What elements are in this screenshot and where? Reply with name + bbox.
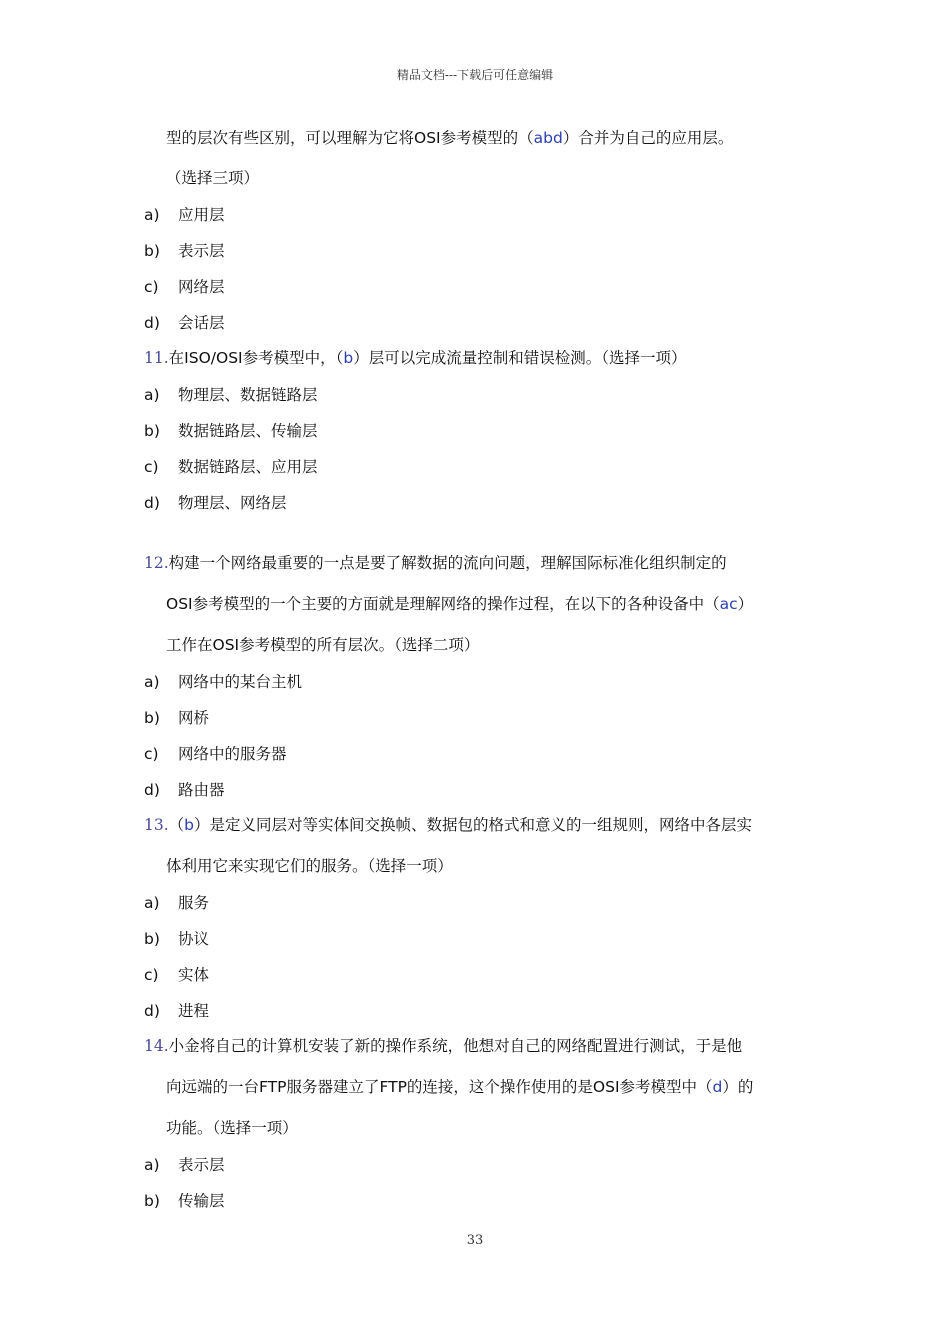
q13-text-post: ）是定义同层对等实体间交换帧、数据包的格式和意义的一组规则，网络中各层实 [194,816,753,834]
option-letter: b) [144,242,160,260]
q13-option-d [144,1001,209,1021]
q10-option-b [144,241,225,261]
q10-answer: abd [533,129,563,147]
option-letter: c) [144,278,159,296]
q12-line3: 工作在OSI参考模型的所有层次。（选择二项） [166,636,480,654]
q12-line1 [144,553,727,573]
option-text: 实体 [178,966,210,984]
q11-text-pre: 在ISO/OSI参考模型中，（ [168,349,344,367]
q13-option-a [144,893,209,913]
q13-answer: b [184,816,195,834]
q10-option-d [144,313,225,333]
option-letter: d) [144,314,160,332]
q13-option-b [144,929,209,949]
option-text: 网络中的服务器 [178,745,287,763]
option-letter: d) [144,781,160,799]
option-letter: c) [144,458,159,476]
option-letter: b) [144,1192,160,1210]
q10-option-a [144,205,225,225]
option-text: 网络层 [178,278,225,296]
option-text: 协议 [178,930,210,948]
option-text: 进程 [178,1002,210,1020]
q14-line2 [166,1077,753,1097]
option-text: 会话层 [178,314,225,332]
q14-text: 小金将自己的计算机安装了新的操作系统，他想对自己的网络配置进行测试，于是他 [168,1037,743,1055]
q12-option-c [144,744,287,764]
q13-text-pre: （ [168,816,185,834]
option-text: 服务 [178,894,210,912]
option-letter: a) [144,1156,160,1174]
option-letter: a) [144,673,160,691]
q12-text: 构建一个网络最重要的一点是要了解数据的流向问题，理解国际标准化组织制定的 [168,554,727,572]
q14-line1 [144,1036,742,1056]
q10-line2: （选择三项） [166,169,260,187]
q12-option-d [144,780,225,800]
q11-answer: b [343,349,354,367]
option-text: 网桥 [178,709,210,727]
q14-answer: d [712,1078,723,1096]
page-number: 33 [466,1233,484,1248]
q10-text-pre: 型的层次有些区别，可以理解为它将OSI参考模型的（ [166,129,534,147]
option-text: 数据链路层、传输层 [178,422,318,440]
q12-number: 12. [144,554,169,572]
q14-number: 14. [144,1037,169,1055]
option-letter: b) [144,930,160,948]
option-text: 表示层 [178,1156,225,1174]
q14-line3: 功能。（选择一项） [166,1119,298,1137]
option-text: 传输层 [178,1192,225,1210]
q12-text-post: ） [737,595,754,613]
option-letter: a) [144,386,160,404]
q12-answer: ac [719,595,738,613]
q11-number: 11. [144,349,169,367]
q12-text-pre: OSI参考模型的一个主要的方面就是理解网络的操作过程，在以下的各种设备中（ [166,595,720,613]
q11-option-a [144,385,318,405]
option-text: 数据链路层、应用层 [178,458,318,476]
q11-line1 [144,348,686,368]
option-letter: a) [144,894,160,912]
q14-option-a [144,1155,225,1175]
q14-text-post: ）的 [722,1078,754,1096]
q13-line1 [144,815,752,835]
option-letter: a) [144,206,160,224]
q11-option-d [144,493,287,513]
q11-option-b [144,421,318,441]
q14-text-pre: 向远端的一台FTP服务器建立了FTP的连接，这个操作使用的是OSI参考模型中（ [166,1078,713,1096]
q12-line2 [166,594,753,614]
option-letter: d) [144,1002,160,1020]
q12-option-b [144,708,209,728]
option-letter: d) [144,494,160,512]
option-text: 物理层、数据链路层 [178,386,318,404]
q10-text-post: ）合并为自己的应用层。 [562,129,734,147]
option-letter: b) [144,422,160,440]
q10-option-c [144,277,225,297]
q10-line1 [166,128,733,148]
option-letter: c) [144,966,159,984]
page-header: 精品文档---下载后可任意编辑 [396,68,554,82]
option-letter: c) [144,745,159,763]
option-letter: b) [144,709,160,727]
option-text: 应用层 [178,206,225,224]
option-text: 物理层、网络层 [178,494,287,512]
q12-option-a [144,672,302,692]
option-text: 路由器 [178,781,225,799]
q11-option-c [144,457,318,477]
option-text: 网络中的某台主机 [178,673,303,691]
q14-option-b [144,1191,225,1211]
q11-text-post: ）层可以完成流量控制和错误检测。（选择一项） [353,349,687,367]
q13-line2: 体利用它来实现它们的服务。（选择一项） [166,857,453,875]
q13-option-c [144,965,209,985]
option-text: 表示层 [178,242,225,260]
q13-number: 13. [144,816,169,834]
